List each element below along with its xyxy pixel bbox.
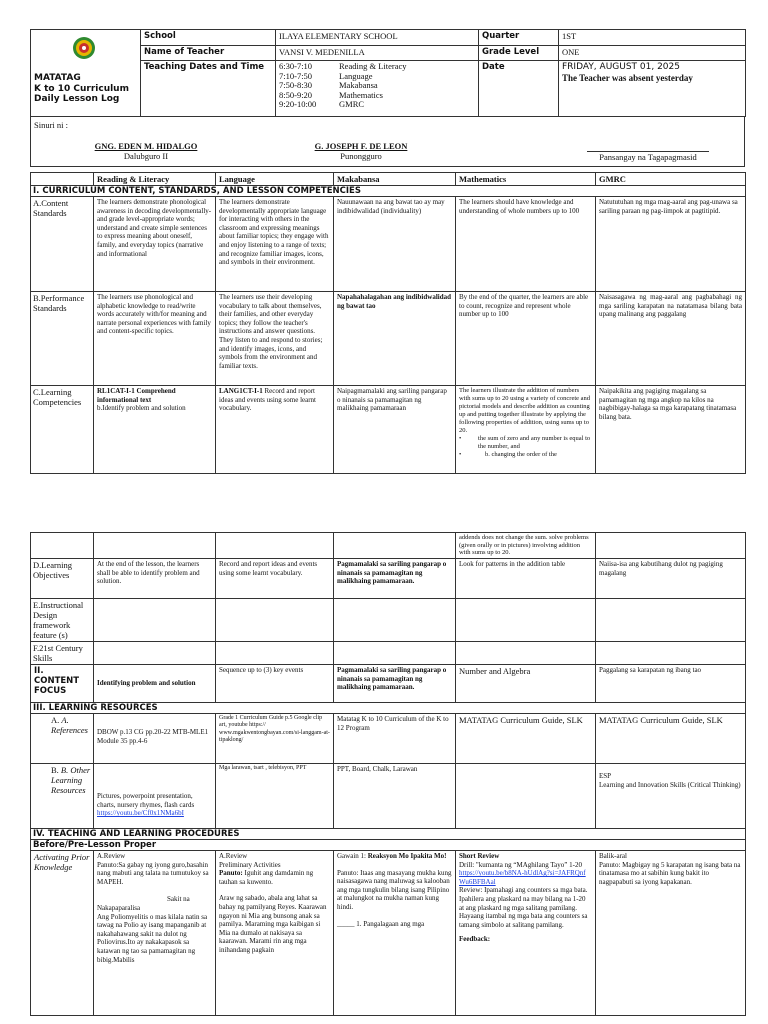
schedule-time: 6:30-7:10 — [279, 61, 313, 71]
column-header: Reading & Literacy — [94, 173, 216, 186]
row-label: B.Performance Standards — [31, 292, 94, 386]
row-label: A.Content Standards — [31, 197, 94, 292]
table-cell — [596, 851, 746, 1016]
absence-note: The Teacher was absent yesterday — [562, 73, 693, 83]
table-cell: Look for patterns in the addition table — [456, 559, 596, 599]
cell-text: Learning and Innovation Skills (Critical Thinking) — [599, 780, 741, 789]
signatory-name: G. JOSEPH F. DE LEON — [314, 141, 408, 151]
table-cell: MATATAG Curriculum Guide, SLK — [456, 714, 596, 764]
cell-text: Panuto: Magbigay ng 5 karapatan ng isang bata na tinatamasa mo at sabihin kung bakit ito nagpapabuti sa iyong kapakanan. — [599, 860, 741, 886]
table-cell: Naipagmamalaki ang sariling pangarap o ninanais sa pamamagitan ng malikhaing pamamaraan — [334, 386, 456, 474]
table-cell — [334, 851, 456, 1016]
competency-code: RL1CAT-I-1 Comprehend informational text — [97, 387, 176, 404]
table-cell: The learners demonstrate phonological awareness in decoding developmentally- and grade level-appropriate words; understand and create simple sentences to express meaning about oneself, family, and everyday topics (narrative and informational — [94, 197, 216, 292]
resource-link[interactable]: https://youtu.be/Cf0x1NMa6bI — [97, 809, 184, 818]
teacher-label: Name of Teacher — [141, 46, 276, 61]
header-table — [30, 29, 746, 117]
grade-value: ONE — [559, 46, 746, 61]
cell-text: Drill: "kumanta ng “MAghilang Tayo” 1-20 — [459, 860, 582, 869]
signatory-title: Dalubguro II — [123, 151, 169, 161]
table-cell — [456, 851, 596, 1016]
column-header: Mathematics — [456, 173, 596, 186]
row-label: F.21st Century Skills — [31, 642, 94, 665]
table-cell: PPT, Board, Chalk, Larawan — [334, 764, 456, 829]
column-header: Makabansa — [334, 173, 456, 186]
section-heading: IV. TEACHING AND LEARNING PROCEDURES — [31, 829, 746, 840]
activity-label: Gawain 1: — [337, 852, 368, 860]
title-block — [31, 30, 141, 117]
signatory-title: Pansangay na Tagapagmasid — [599, 152, 697, 162]
cell-text: Ang Poliomyelitis o mas kilala natin sa tawag na Polio ay isang mapanganib at nakahahawang sakit na dulot ng Poliovirus.Ito ay nakakapasok sa katawan ng tao sa pamamagitan ng bibig.Mabilis — [97, 912, 208, 964]
story-title: Sakit na Nakapaparalisa — [97, 895, 190, 912]
cell-text: Iguhit ang damdamin ng tauhan sa kuwento. — [219, 869, 314, 886]
table-cell: Naisasagawa ng mag-aaral ang pagbabahagi ng mga sariling karapatan na natatamasa bilang bata upang malinang ang paggalang — [596, 292, 746, 386]
cell-text: Review: Ipamahagi ang counters sa mga bata. Ipahilera ang plaskard na may bilang na 1-20 at ang plaskard ng mga salitang pamilang. Hayaang itambal ng mga bata ang counters sa tamang simbolo at salitang pamilang. — [459, 886, 588, 929]
lesson-table-part2 — [30, 532, 746, 1016]
competency-bullet: b. changing the order of the — [485, 451, 557, 458]
signatory-title: Punongguro — [340, 151, 382, 161]
table-cell: Naipakikita ang pagiging magalang sa pamamagitan ng mga angkop na kilos na nagbibigay-halaga sa mga karapatang tinatamasa bilang bata. — [596, 386, 746, 474]
table-cell: The learners use phonological and alphabetic knowledge to read/write words accurately with/for meaning and narrate personal experiences with family and content-specific topics. — [94, 292, 216, 386]
table-cell — [216, 386, 334, 474]
school-seal-icon — [72, 36, 96, 60]
title-line: K to 10 Curriculum — [34, 83, 129, 94]
cell-text: ESP — [599, 772, 612, 780]
table-cell: Mga larawan, tsart , telebisyon, PPT — [216, 764, 334, 829]
schedule-subject: Mathematics — [339, 89, 383, 100]
title-line: Daily Lesson Log — [34, 94, 120, 104]
teacher-value: VANSI V. MEDENILLA — [276, 46, 479, 61]
cell-text: Panuto: Itaas ang masayang mukha kung naisasagawa nang maluwag sa kalooban ang mga tungkulin bilang isang Pilipino at malungkot na mukha naman kung hindi. — [337, 868, 452, 911]
table-cell: Nauunawaan na ang bawat tao ay may indibidwalidad (individuality) — [334, 197, 456, 292]
table-cell: The learners demonstrate developmentally appropriate language for interacting with others in the classroom and expressing meanings about familiar topics; they engage with and enjoy listening to a range of texts; and recognize familiar images, icons, and symbols in their environment. — [216, 197, 334, 292]
competency-text: Record and report ideas and events using some learnt vocabulary. — [219, 387, 317, 413]
schedule-subject: Makabansa — [339, 80, 378, 90]
cell-text: Pictures, powerpoint presentation, charts, nursery rhymes, flash cards — [97, 792, 195, 809]
grade-label: Grade Level — [479, 46, 559, 61]
dates-label: Teaching Dates and Time — [141, 61, 276, 117]
row-label: A. A. References — [31, 714, 94, 764]
table-cell: At the end of the lesson, the learners shall be able to identify problem and solution. — [94, 559, 216, 599]
schedule-time: 7:50-8:30 — [279, 80, 313, 90]
table-cell: Number and Algebra — [456, 665, 596, 703]
cell-text: Panuto:Sa gabay ng iyong guro,basahin nang mabuti ang talata na tumutukoy sa MAPEH. — [97, 860, 209, 886]
date-block — [559, 61, 746, 117]
table-cell: DBOW p.13 CG pp.20-22 MTB-MLE1 Module 35 pp.4-6 — [94, 714, 216, 764]
row-label: II. CONTENT FOCUS — [31, 665, 94, 703]
title-line: MATATAG — [34, 73, 81, 83]
date-value: FRIDAY, AUGUST 01, 2025 — [562, 62, 680, 72]
table-cell: By the end of the quarter, the learners are able to count, recognize and represent whole number up to 100 — [456, 292, 596, 386]
column-header: Language — [216, 173, 334, 186]
table-cell: Pagmamalaki sa sariling pangarap o ninanais sa pamamagitan ng malikhaing pamamaraan. — [334, 665, 456, 703]
cell-heading: Short Review — [459, 852, 500, 860]
row-label: C.Learning Competencies — [31, 386, 94, 474]
table-cell: MATATAG Curriculum Guide, SLK — [596, 714, 746, 764]
schedule — [276, 61, 479, 117]
cell-text: Identifying problem and solution — [97, 679, 196, 688]
table-cell — [216, 851, 334, 1016]
row-label: E.Instructional Design framework feature (s) — [31, 599, 94, 642]
cell-heading: A.Review — [219, 852, 248, 860]
row-label-text: A. References — [51, 715, 88, 735]
cell-text: Preliminary Activities — [219, 860, 281, 869]
row-label: B. B. Other Learning Resources — [31, 764, 94, 829]
signatory-name: GNG. EDEN M. HIDALGO — [94, 141, 198, 151]
table-cell: Matatag K to 10 Curriculum of the K to 12 Program — [334, 714, 456, 764]
schedule-time: 7:10-7:50 — [279, 70, 313, 81]
activity-title: Reaksyon Mo Ipakita Mo! — [367, 852, 447, 860]
school-value: ILAYA ELEMENTARY SCHOOL — [276, 30, 479, 46]
competency-code: LANG1CT-I-1 — [219, 387, 263, 395]
table-cell: The learners use their developing vocabulary to talk about themselves, their families, and other everyday topics; they follow the teacher's instructions and answer questions. They listen to and respond to stories; and identify images, icons, and symbols from the environment and familiar texts. — [216, 292, 334, 386]
schedule-subject: GMRC — [339, 99, 365, 109]
quarter-label: Quarter — [479, 30, 559, 46]
row-label: Activating Prior Knowledge — [31, 851, 94, 1016]
row-label-text: B. Other Learning Resources — [51, 765, 91, 795]
schedule-time: 9:20-10:00 — [279, 99, 317, 109]
table-cell: Paggalang sa karapatan ng ibang tao — [596, 665, 746, 703]
schedule-time: 8:50-9:20 — [279, 89, 313, 100]
table-cell: addends does not change the sum. solve problems (given orally or in pictures) involving addition with sums up to 20. — [456, 533, 596, 559]
table-cell: The learners should have knowledge and understanding of whole numbers up to 100 — [456, 197, 596, 292]
date-label: Date — [479, 61, 559, 117]
school-label: School — [141, 30, 276, 46]
table-cell — [94, 665, 216, 703]
competency-text: b.Identify problem and solution — [97, 404, 186, 413]
table-cell: Pagmamalaki sa sariling pangarap o ninanais sa pamamagitan ng malikhaing pamamaraan. — [334, 559, 456, 599]
instruction-lead: Panuto: — [219, 869, 243, 878]
signatories — [30, 117, 745, 167]
table-cell — [94, 851, 216, 1016]
video-link[interactable]: https://youtu.be/b8NA-hUdlAg?si=JAFRQnfWu6BFBAal — [459, 869, 586, 886]
row-label: D.Learning Objectives — [31, 559, 94, 599]
column-header: GMRC — [596, 173, 746, 186]
competency-bullet: the sum of zero and any number is equal to the number, and — [478, 435, 591, 450]
subsection-heading: Before/Pre-Lesson Proper — [31, 840, 746, 851]
cell-text: _____ 1. Pangalagaan ang mga — [337, 919, 425, 928]
cell-text: Araw ng sabado, abala ang lahat sa bahay ng pamilyang Reyes. Kaarawan ngayon ni Mia ang bunsong anak sa pamilya. Maraming mga kaibigan si Mia na dumalo at nakisaya sa kaarawan. Marami rin ang mga inihandang pagkain — [219, 894, 327, 954]
table-cell: Sequence up to (3) key events — [216, 665, 334, 703]
quarter-value: 1ST — [559, 30, 746, 46]
section-heading: III. LEARNING RESOURCES — [31, 703, 746, 714]
table-cell: Naiisa-isa ang kabutihang dulot ng pagiging magalang — [596, 559, 746, 599]
table-cell — [94, 764, 216, 829]
competency-text: The learners illustrate the addition of numbers with sums up to 20 using a variety of concrete and pictorial models and describe addition as counting up and putting together illustrate by applying the following properties of addition, using sums up to 20. — [459, 387, 591, 434]
checked-by-label: Sinuri ni : — [34, 120, 69, 130]
table-cell: Record and report ideas and events using some learnt vocabulary. — [216, 559, 334, 599]
feedback-label: Feedback: — [459, 935, 491, 944]
section-heading: I. CURRICULUM CONTENT, STANDARDS, AND LESSON COMPETENCIES — [31, 186, 746, 197]
table-cell: Napahahalagahan ang indibidwalidad ng bawat tao — [334, 292, 456, 386]
cell-heading: A.Review — [97, 852, 126, 860]
table-cell — [94, 386, 216, 474]
table-cell: The learners illustrate the addition of numbers with sums up to 20 using a variety of concrete and pictorial models and describe addition as counting up and putting together illustrate by applying the following properties of addition, using sums up to 20. • the sum of zero and any number is equal to the number, and • b. changing the order of the — [456, 386, 596, 474]
schedule-subject: Reading & Literacy — [339, 61, 407, 71]
lesson-table-part1 — [30, 172, 746, 474]
cell-heading: Balik-aral — [599, 852, 627, 860]
table-cell: Grade 1 Curriculum Guide p.5 Google clip art, youtube https:// www.mgakwentongbayan.com/si-langgam-at-tipaklong/ — [216, 714, 334, 764]
table-cell: Natututuhan ng mga mag-aaral ang pag-unawa sa sariling paraan ng pag-iimpok at pagtitipid. — [596, 197, 746, 292]
table-cell — [596, 764, 746, 829]
schedule-subject: Language — [339, 70, 373, 81]
